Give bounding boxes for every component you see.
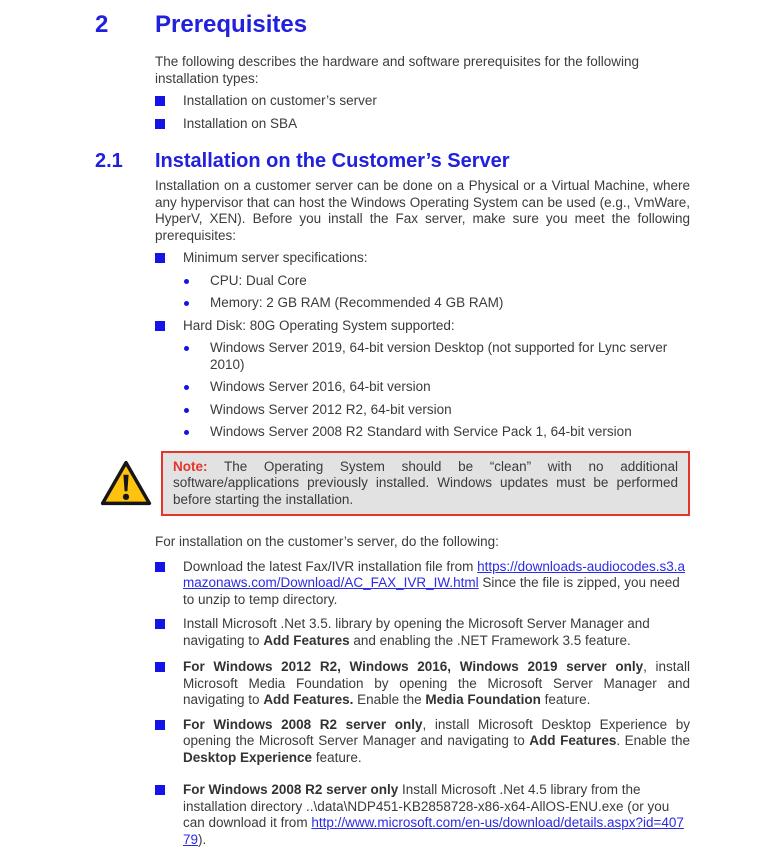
text-run: Windows Server 2016, 64-bit version <box>210 379 431 394</box>
list-item <box>155 717 690 767</box>
note-box <box>161 451 690 517</box>
intro-paragraph: The following describes the hardware and software prerequisites for the following installation types: <box>155 54 690 87</box>
bold-text-run: Add Features <box>263 633 349 648</box>
text-run: Since the file is zipped, you need to unzip to temp directory. <box>183 575 680 607</box>
list-item <box>184 402 690 419</box>
dot-bullet-icon <box>184 295 210 312</box>
list-item <box>184 273 690 290</box>
list-item <box>184 340 690 373</box>
list-item-text <box>210 340 690 373</box>
text-run: Windows Server 2019, 64-bit version Desktop (not supported for Lync server 2010) <box>210 340 667 372</box>
text-run: and enabling the .NET Framework 3.5 feature. <box>350 633 631 648</box>
text-run: , install Microsoft Desktop Experience by opening the Microsoft Server Manager and navigating to <box>183 717 690 749</box>
note-callout <box>100 451 690 517</box>
bold-text-run: Add Features <box>529 733 616 748</box>
dot-bullet-icon <box>184 379 210 396</box>
text-run: ). <box>198 832 206 847</box>
chapter-title: Prerequisites <box>155 10 307 40</box>
list-item-text <box>183 559 690 609</box>
installation-types-list <box>155 93 690 132</box>
bold-text-run: Add Features. <box>263 692 353 707</box>
text-run: Hard Disk: 80G Operating System supported: <box>183 318 455 333</box>
text-run: , install Microsoft Media Foundation by opening the Microsoft Server Manager and navigating to <box>183 659 690 707</box>
section-intro-paragraph: Installation on a customer server can be done on a Physical or a Virtual Machine, where any hypervisor that can host the Windows Operating System can be used (e.g., VmWare, HyperV, XEN). Before you install the Fax server, make sure you meet the following prerequisites: <box>155 178 690 244</box>
text-run: Enable the <box>353 692 425 707</box>
list-item <box>155 318 690 335</box>
list-item <box>155 616 690 649</box>
section-heading <box>0 148 768 174</box>
text-run: Install Microsoft .Net 4.5 library from the installation directory ..\data\NDP451-KB2858728-x86-x64-AllOS-ENU.exe (or you can download it from <box>183 782 669 830</box>
dot-bullet-icon <box>184 340 210 373</box>
text-run: CPU: Dual Core <box>210 273 307 288</box>
list-item-text <box>183 250 690 267</box>
list-item-text <box>183 318 690 335</box>
list-item-text <box>183 659 690 709</box>
text-run: Installation on customer’s server <box>183 93 377 108</box>
text-run: Windows Server 2008 R2 Standard with Service Pack 1, 64-bit version <box>210 424 632 439</box>
dot-bullet-icon <box>184 402 210 419</box>
list-item-text <box>210 295 690 312</box>
list-item-text <box>183 782 690 848</box>
bold-text-run: Desktop Experience <box>183 750 312 765</box>
section-number: 2.1 <box>95 148 155 174</box>
list-item <box>184 424 690 441</box>
list-item <box>184 295 690 312</box>
warning-triangle-icon <box>100 459 152 507</box>
text-run: Install Microsoft .Net 3.5. library by opening the Microsoft Server Manager and navigating to <box>183 616 650 648</box>
text-run: . Enable the <box>616 733 690 748</box>
text-run: feature. <box>312 750 362 765</box>
dot-bullet-icon <box>184 273 210 290</box>
text-run: Windows Server 2012 R2, 64-bit version <box>210 402 452 417</box>
square-bullet-icon <box>155 318 183 335</box>
square-bullet-icon <box>155 116 183 133</box>
square-bullet-icon <box>155 659 183 709</box>
section-title: Installation on the Customer’s Server <box>155 148 510 174</box>
square-bullet-icon <box>155 717 183 767</box>
square-bullet-icon <box>155 93 183 110</box>
text-run: Download the latest Fax/IVR installation file from <box>183 559 477 574</box>
list-item <box>155 250 690 267</box>
procedure-intro: For installation on the customer’s server, do the following: <box>155 534 690 551</box>
text-run: Minimum server specifications: <box>183 250 368 265</box>
list-item-text <box>183 116 690 133</box>
bold-text-run: For Windows 2008 R2 server only <box>183 717 423 732</box>
bold-text-run: For Windows 2008 R2 server only <box>183 782 398 797</box>
list-item <box>155 93 690 110</box>
list-item <box>155 559 690 609</box>
server-spec-list <box>155 250 690 441</box>
note-text: The Operating System should be “clean” with no additional software/applications previously installed. Windows updates must be performed before starting the installation. <box>173 459 678 507</box>
list-item-text <box>183 93 690 110</box>
square-bullet-icon <box>155 782 183 848</box>
square-bullet-icon <box>155 250 183 267</box>
chapter-number: 2 <box>95 10 155 40</box>
list-item <box>155 782 690 848</box>
bold-text-run: For Windows 2012 R2, Windows 2016, Windows 2019 server only <box>183 659 643 674</box>
text-run: feature. <box>541 692 591 707</box>
square-bullet-icon <box>155 559 183 609</box>
note-label: Note: <box>173 459 208 474</box>
list-item-text <box>183 616 690 649</box>
list-item-text <box>210 424 690 441</box>
list-item-text <box>210 273 690 290</box>
installation-steps-list <box>155 559 690 848</box>
bold-text-run: Media Foundation <box>425 692 541 707</box>
text-run: Memory: 2 GB RAM (Recommended 4 GB RAM) <box>210 295 503 310</box>
text-run: Installation on SBA <box>183 116 297 131</box>
list-item <box>155 116 690 133</box>
dot-bullet-icon <box>184 424 210 441</box>
list-item-text <box>183 717 690 767</box>
list-item <box>184 379 690 396</box>
list-item <box>155 659 690 709</box>
square-bullet-icon <box>155 616 183 649</box>
list-item-text <box>210 379 690 396</box>
hyperlink[interactable]: https://downloads-audiocodes.s3.amazonaws.com/Download/AC_FAX_IVR_IW.html <box>183 559 685 591</box>
hyperlink[interactable]: http://www.microsoft.com/en-us/download/details.aspx?id=40779 <box>183 815 684 847</box>
chapter-heading <box>0 10 768 40</box>
list-item-text <box>210 402 690 419</box>
